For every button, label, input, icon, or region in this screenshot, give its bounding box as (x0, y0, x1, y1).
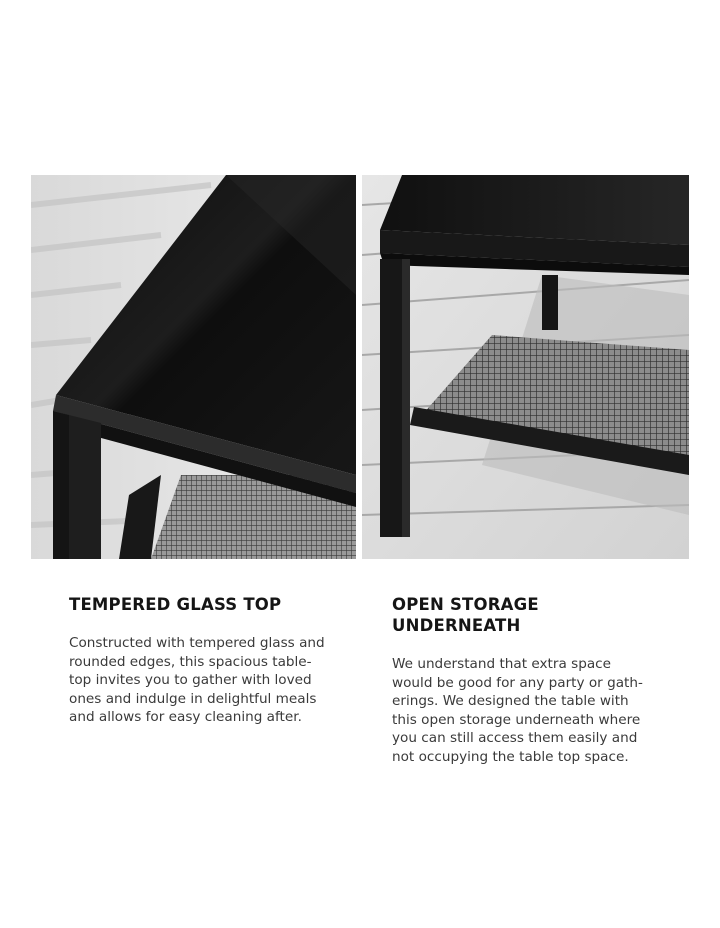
glass-top-closeup-photo (31, 175, 356, 559)
open-storage-photo (362, 175, 689, 559)
feature-description: Constructed with tempered glass and rounded edges, this spacious table- top invites you to gather with loved ones and indulge in delightful meals and allows for easy cleaning after. (69, 635, 325, 726)
feature-open-storage (392, 594, 674, 767)
feature-glass-top (69, 594, 351, 727)
feature-heading: OPEN STORAGE UNDERNEATH (392, 595, 539, 635)
feature-heading: TEMPERED GLASS TOP (69, 595, 282, 614)
feature-description: We understand that extra space would be good for any party or gath- erings. We designed the table with this open storage underneath where you can still access them easily and not occupying the table top space. (392, 656, 643, 765)
